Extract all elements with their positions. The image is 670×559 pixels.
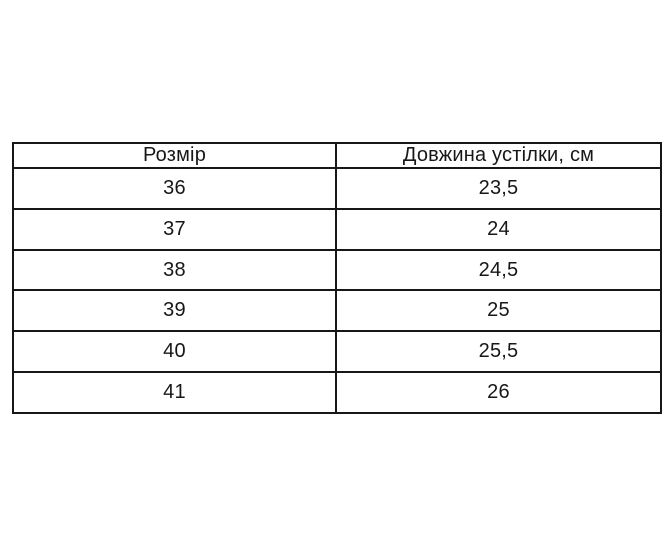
cell-size: 41: [13, 372, 336, 413]
cell-length: 25,5: [336, 331, 661, 372]
cell-length: 23,5: [336, 168, 661, 209]
cell-size: 38: [13, 250, 336, 291]
table-row: [13, 209, 661, 250]
cell-length: 24,5: [336, 250, 661, 291]
table-row: [13, 372, 661, 413]
table-row: [13, 290, 661, 331]
cell-length: 25: [336, 290, 661, 331]
size-table: [12, 142, 662, 414]
header-cell-length: Довжина устілки, см: [336, 143, 661, 168]
cell-size: 40: [13, 331, 336, 372]
cell-size: 39: [13, 290, 336, 331]
header-row: [13, 143, 661, 168]
cell-length: 26: [336, 372, 661, 413]
cell-size: 36: [13, 168, 336, 209]
table-row: [13, 250, 661, 291]
header-cell-size: Розмір: [13, 143, 336, 168]
table-row: [13, 168, 661, 209]
cell-length: 24: [336, 209, 661, 250]
table-row: [13, 331, 661, 372]
cell-size: 37: [13, 209, 336, 250]
